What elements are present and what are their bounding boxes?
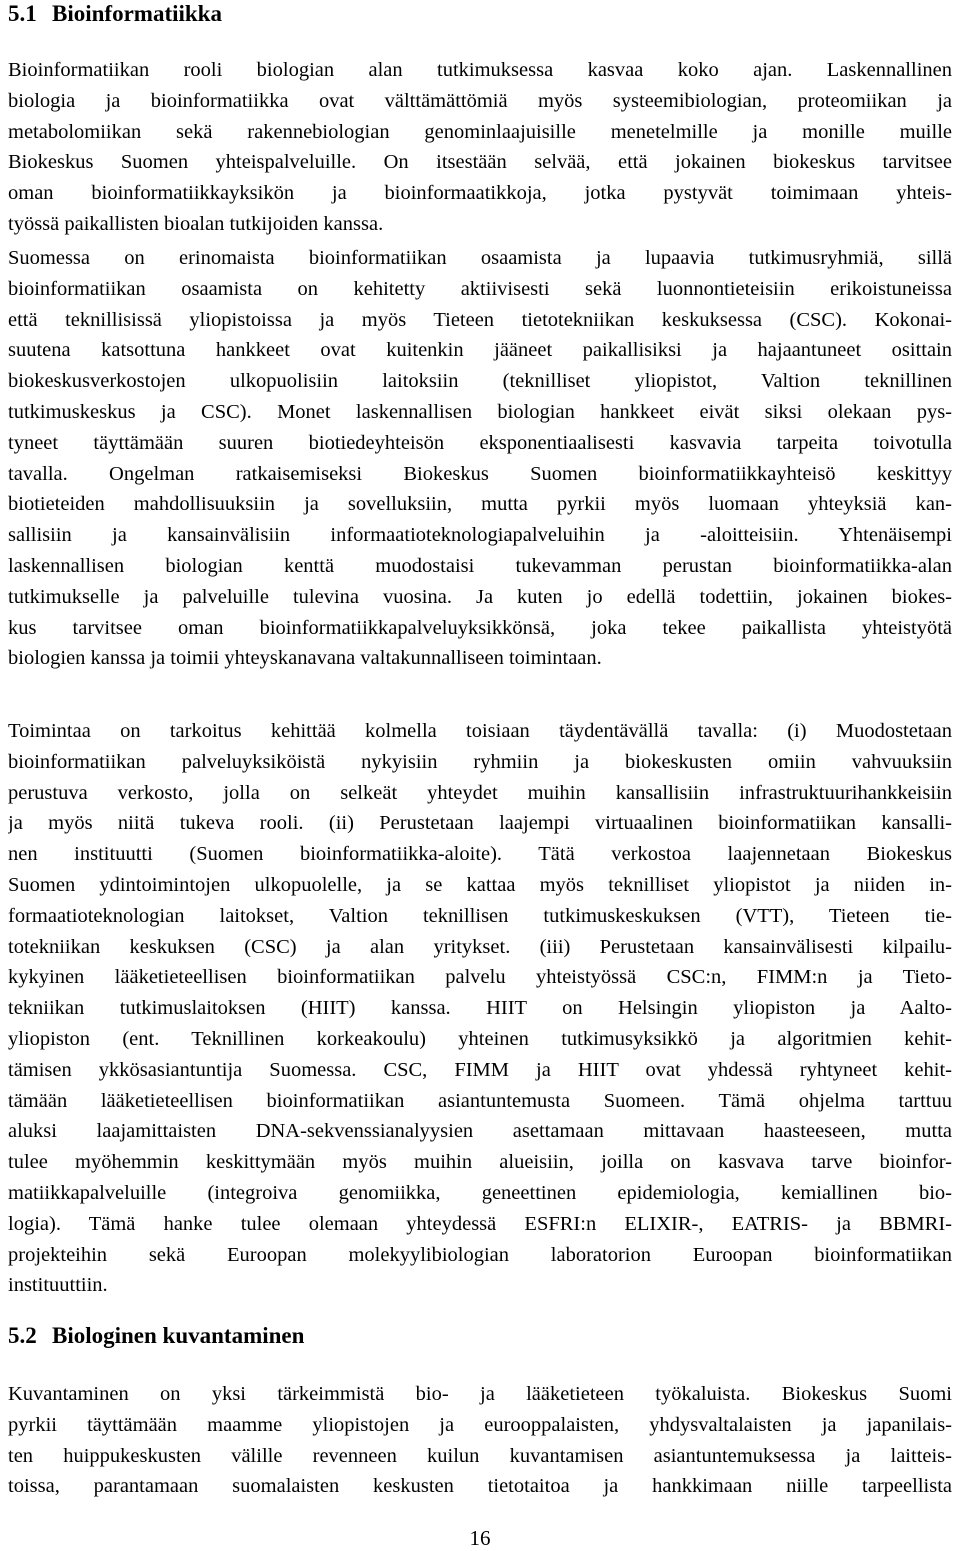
text-line: matiikkapalveluille (integroiva genomiikka, geneettinen epidemiologia, kemiallinen bio-	[8, 1181, 952, 1204]
text-line: aluksi laajamittaisten DNA-sekvenssianalyysien asettamaan mittavaan haasteeseen, mutta	[8, 1120, 952, 1143]
text-line: että teknillisissä yliopistoissa ja myös Tieteen tietotekniikan keskuksessa (CSC). Kokonai-	[8, 308, 952, 331]
text-line: Suomen ydintoimintojen ulkopuolelle, ja se kattaa myös teknilliset yliopistot ja niiden in-	[8, 873, 952, 896]
section-heading	[8, 0, 222, 28]
text-line: perustuva verkosto, jolla on selkeät yhteydet muihin kansallisiin infrastruktuurihankkeisiin	[8, 781, 952, 804]
text-line: biologia ja bioinformatiikka ovat välttämättömiä myös systeemibiologian, proteomiikan ja	[8, 89, 952, 112]
section-title: Bioinformatiikka	[52, 1, 222, 26]
text-line: nen instituutti (Suomen bioinformatiikka-aloite). Tätä verkostoa laajennetaan Biokeskus	[8, 843, 952, 866]
text-line: ja myös niitä tukeva rooli. (ii) Perustetaan laajempi virtuaalinen bioinformatiikan kansalli-	[8, 812, 952, 835]
section-heading	[8, 1322, 304, 1350]
section-title: Biologinen kuvantaminen	[52, 1323, 305, 1348]
text-line: totekniikan keskuksen (CSC) ja alan yritykset. (iii) Perustetaan kansainvälisesti kilpailu-	[8, 935, 952, 958]
text-line: laskennallisen biologian kenttä muodostaisi tukevamman perustan bioinformatiikka-alan	[8, 554, 952, 577]
text-line: työssä paikallisten bioalan tutkijoiden kanssa.	[8, 212, 384, 235]
text-line: tutkimukselle ja palveluille tulevina vuosina. Ja kuten jo edellä todettiin, jokainen biokes-	[8, 585, 952, 608]
paragraph	[8, 55, 952, 240]
text-line: bioinformatiikan palveluyksiköistä nykyisiin ryhmiin ja biokeskusten omiin vahvuuksiin	[8, 750, 952, 773]
page-number: 16	[469, 1526, 491, 1550]
text-line: Bioinformatiikan rooli biologian alan tutkimuksessa kasvaa koko ajan. Laskennallinen	[8, 59, 952, 81]
text-line: tämisen ykkösasiantuntija Suomessa. CSC, FIMM ja HIIT ovat yhdessä ryhtyneet kehit-	[8, 1058, 952, 1081]
text-line: tyneet täyttämään suuren biotiedeyhteisön eksponentiaalisesti kasvavia tarpeita toivotulla	[8, 431, 952, 454]
text-line: bioinformatiikan osaamista on kehitetty aktiivisesti sekä luonnontieteisiin erikoistuneissa	[8, 277, 952, 300]
text-line: Kuvantaminen on yksi tärkeimmistä bio- ja lääketieteen työkaluista. Biokeskus Suomi	[8, 1383, 952, 1405]
text-line: formaatioteknologian laitokset, Valtion teknillisen tutkimuskeskuksen (VTT), Tieteen tie-	[8, 904, 952, 927]
paragraph	[8, 716, 952, 1301]
text-line: pyrkii täyttämään maamme yliopistojen ja eurooppalaisten, yhdysvaltalaisten ja japanilais-	[8, 1413, 952, 1436]
text-line: instituuttiin.	[8, 1274, 108, 1297]
text-line: tämään lääketieteellisen bioinformatiikan asiantuntemusta Suomeen. Tämä ohjelma tarttuu	[8, 1089, 952, 1112]
section-number: 5.1	[8, 1, 37, 26]
text-line: kus tarvitsee oman bioinformatiikkapalveluyksikkönsä, joka tekee paikallista yhteistyötä	[8, 616, 952, 639]
text-line: kykyinen lääketieteellisen bioinformatiikan palvelu yhteistyössä CSC:n, FIMM:n ja Tieto-	[8, 966, 952, 989]
text-line: Toimintaa on tarkoitus kehittää kolmella toisiaan täydentävällä tavalla: (i) Muodostetaan	[8, 720, 952, 742]
text-line: logia). Tämä hanke tulee olemaan yhteydessä ESFRI:n ELIXIR-, EATRIS- ja BBMRI-	[8, 1212, 952, 1235]
text-line: ten huippukeskusten välille revenneen kuilun kuvantamisen asiantuntemuksessa ja laitteis-	[8, 1444, 952, 1467]
paragraph	[8, 1379, 952, 1502]
text-line: Biokeskus Suomen yhteispalveluille. On itsestään selvää, että jokainen biokeskus tarvitsee	[8, 151, 952, 174]
text-line: tekniikan tutkimuslaitoksen (HIIT) kanssa. HIIT on Helsingin yliopiston ja Aalto-	[8, 997, 952, 1020]
paragraph	[8, 243, 952, 674]
text-line: Suomessa on erinomaista bioinformatiikan osaamista ja lupaavia tutkimusryhmiä, sillä	[8, 247, 952, 269]
text-line: sallisiin ja kansainvälisiin informaatioteknologiapalveluihin ja -aloitteisiin. Yhtenäisempi	[8, 524, 952, 547]
text-line: oman bioinformatiikkayksikön ja bioinformaatikkoja, jotka pystyvät toimimaan yhteis-	[8, 182, 952, 205]
text-line: projekteihin sekä Euroopan molekyylibiologian laboratorion Euroopan bioinformatiikan	[8, 1243, 952, 1266]
section-number: 5.2	[8, 1323, 37, 1348]
text-line: yliopiston (ent. Teknillinen korkeakoulu) yhteinen tutkimusyksikkö ja algoritmien kehit-	[8, 1027, 952, 1050]
text-line: toissa, parantamaan suomalaisten keskusten tietotaitoa ja hankkimaan niille tarpeellista	[8, 1475, 952, 1498]
text-line: tulee myöhemmin keskittymään myös muihin alueisiin, joilla on kasvava tarve bioinfor-	[8, 1151, 952, 1174]
text-line: biotieteiden mahdollisuuksiin ja sovelluksiin, mutta pyrkii myös luomaan yhteyksiä kan-	[8, 493, 952, 516]
text-line: biologien kanssa ja toimii yhteyskanavana valtakunnalliseen toimintaan.	[8, 647, 602, 670]
text-line: biokeskusverkostojen ulkopuolisiin laitoksiin (teknilliset yliopistot, Valtion teknillinen	[8, 370, 952, 393]
text-line: suutena katsottuna hankkeet ovat kuitenkin jääneet paikallisiksi ja hajaantuneet osittain	[8, 339, 952, 362]
text-line: tavalla. Ongelman ratkaisemiseksi Biokeskus Suomen bioinformatiikkayhteisö keskittyy	[8, 462, 952, 485]
text-line: metabolomiikan sekä rakennebiologian genominlaajuisille menetelmille ja monille muille	[8, 120, 952, 143]
text-line: tutkimuskeskus ja CSC). Monet laskennallisen biologian hankkeet eivät siksi olekaan pys-	[8, 400, 952, 423]
